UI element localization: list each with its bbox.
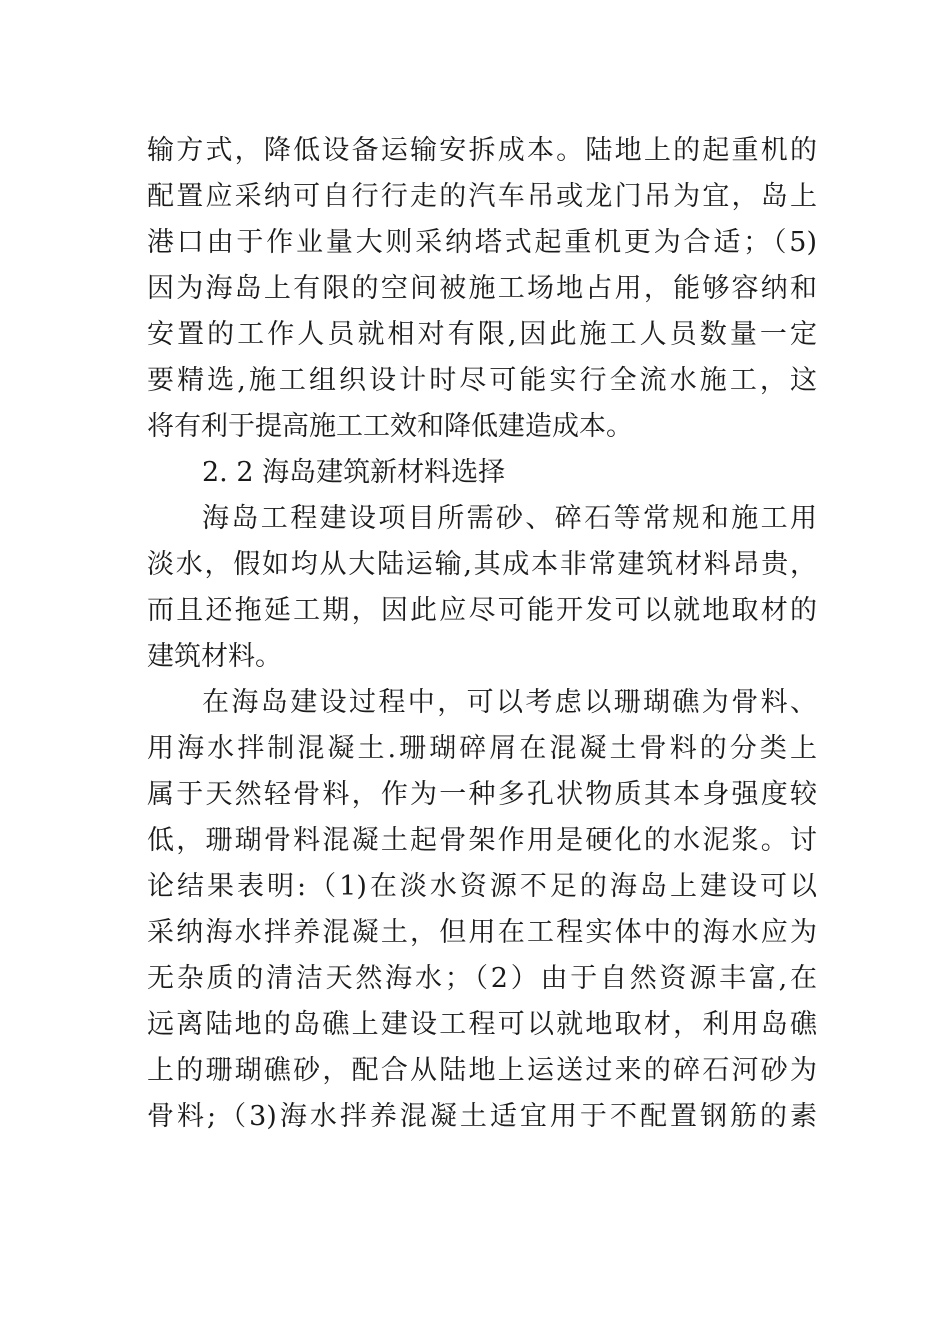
text-line: 在海岛建设过程中，可以考虑以珊瑚礁为骨料、 — [202, 687, 817, 718]
text-line: 淡水，假如均从大陆运输,其成本非常建筑材料昂贵， — [147, 549, 817, 580]
text-line: 无杂质的清洁天然海水；（2）由于自然资源丰富,在 — [147, 963, 817, 994]
text-line: 配置应采纳可自行行走的汽车吊或龙门吊为宜，岛上 — [147, 181, 817, 212]
text-line: 因为海岛上有限的空间被施工场地占用，能够容纳和 — [147, 273, 817, 304]
text-line: 低，珊瑚骨料混凝土起骨架作用是硬化的水泥浆。讨 — [147, 825, 817, 856]
text-line: 将有利于提高施工工效和降低建造成本。 — [147, 411, 633, 442]
text-line: 属于天然轻骨料，作为一种多孔状物质其本身强度较 — [147, 779, 817, 810]
text-line: 要精选,施工组织设计时尽可能实行全流水施工，这 — [147, 365, 817, 396]
text-line: 建筑材料。 — [147, 641, 282, 672]
text-line: 港口由于作业量大则采纳塔式起重机更为合适；（5) — [147, 227, 817, 258]
text-line: 远离陆地的岛礁上建设工程可以就地取材，利用岛礁 — [147, 1009, 817, 1040]
text-line: 安置的工作人员就相对有限,因此施工人员数量一定 — [147, 319, 817, 350]
text-line: 上的珊瑚礁砂，配合从陆地上运送过来的碎石河砂为 — [147, 1055, 817, 1086]
body-text — [147, 128, 817, 1140]
text-line: 采纳海水拌养混凝土，但用在工程实体中的海水应为 — [147, 917, 817, 948]
text-line: 论结果表明:（1)在淡水资源不足的海岛上建设可以 — [147, 871, 817, 902]
text-line: 海岛工程建设项目所需砂、碎石等常规和施工用 — [202, 503, 817, 534]
text-line: 骨料;（3)海水拌养混凝土适宜用于不配置钢筋的素 — [147, 1101, 817, 1132]
text-line: 2. 2 海岛建筑新材料选择 — [202, 457, 506, 488]
text-line: 输方式，降低设备运输安拆成本。陆地上的起重机的 — [147, 135, 817, 166]
text-line: 而且还拖延工期，因此应尽可能开发可以就地取材的 — [147, 595, 817, 626]
text-line: 用海水拌制混凝土.珊瑚碎屑在混凝土骨料的分类上 — [147, 733, 817, 764]
